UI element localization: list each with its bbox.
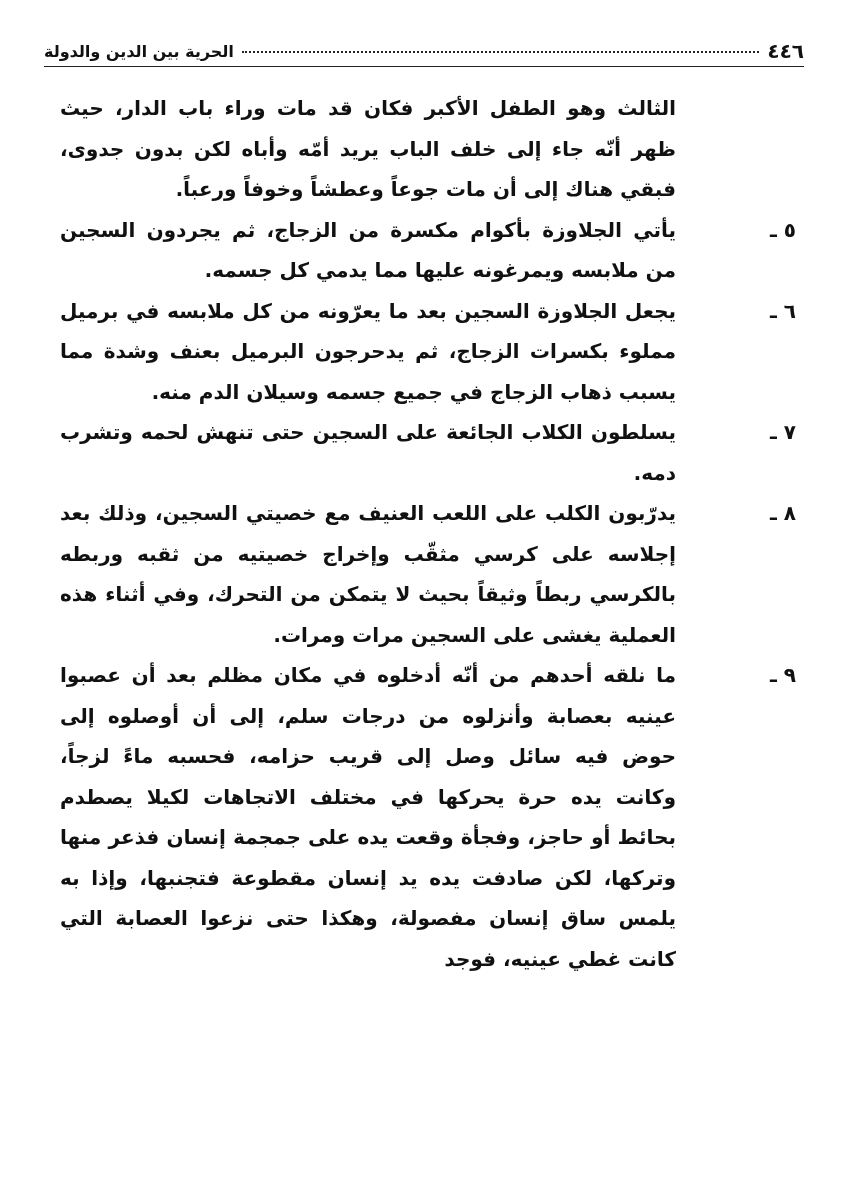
header-rule (44, 66, 804, 67)
page-header (44, 34, 804, 68)
list-item-9 (60, 655, 796, 979)
page-number: ٤٤٦ (767, 39, 804, 63)
item-text: يسلطون الكلاب الجائعة على السجين حتى تنهش لحمه وتشرب دمه. (60, 420, 676, 485)
item-text: يدرّبون الكلب على اللعب العنيف مع خصيتي السجين، وذلك بعد إجلاسه على كرسي مثقّب وإخراج خصيتيه من ثقبه وربطه بالكرسي ربطاً وثيقاً بحيث لا يتمكن من التحرك، وفي أثناء هذه العملية يغشى على السجين مرات ومرات. (60, 501, 676, 647)
list-item-5 (60, 210, 796, 291)
header-dot-leader (242, 50, 760, 53)
continuation-paragraph: الثالث وهو الطفل الأكبر فكان قد مات وراء باب الدار، حيث ظهر أنّه جاء إلى خلف الباب يريد أمّه وأباه لكن بدون جدوى، فبقي هناك إلى أن مات جوعاً وعطشاً وخوفاً ورعباً. (60, 96, 676, 201)
item-number: ٧ ـ (769, 420, 796, 444)
running-title: الحرية بين الدين والدولة (44, 41, 234, 61)
page-body (60, 88, 796, 979)
item-text: ما نلقه أحدهم من أنّه أدخلوه في مكان مظلم بعد أن عصبوا عينيه بعصابة وأنزلوه من درجات سلم، إلى أن أوصلوه إلى حوض فيه سائل وصل إلى قريب حزامه، فحسبه ماءً لزجاً، وكانت يده حرة يحركها في مختلف الاتجاهات لكيلا يصطدم بحائط أو حاجز، وفجأة وقعت يده على جمجمة إنسان فذعر منها وتركها، لكن صادفت يده يد إنسان مقطوعة فتجنبها، وإذا به يلمس ساق إنسان مفصولة، وهكذا حتى نزعوا العصابة التي كانت غطي عينيه، فوجد (60, 663, 676, 971)
item-text: يجعل الجلاوزة السجين بعد ما يعرّونه من كل ملابسه في برميل مملوء بكسرات الزجاج، ثم يدحرجون البرميل بعنف وشدة مما يسبب ذهاب الزجاج في جميع جسمه وسيلان الدم منه. (60, 298, 676, 404)
item-number: ٦ ـ (769, 298, 796, 323)
list-item-6 (60, 291, 796, 413)
item-number: ٨ ـ (769, 501, 796, 525)
item-text: يأتي الجلاوزة بأكوام مكسرة من الزجاج، ثم يجردون السجين من ملابسه ويمرغونه عليها مما يدمي كل جسمه. (60, 217, 676, 282)
item-number: ٥ ـ (769, 217, 796, 242)
item-number: ٩ ـ (769, 663, 796, 687)
list-item-7 (60, 412, 796, 493)
list-item-8 (60, 493, 796, 655)
